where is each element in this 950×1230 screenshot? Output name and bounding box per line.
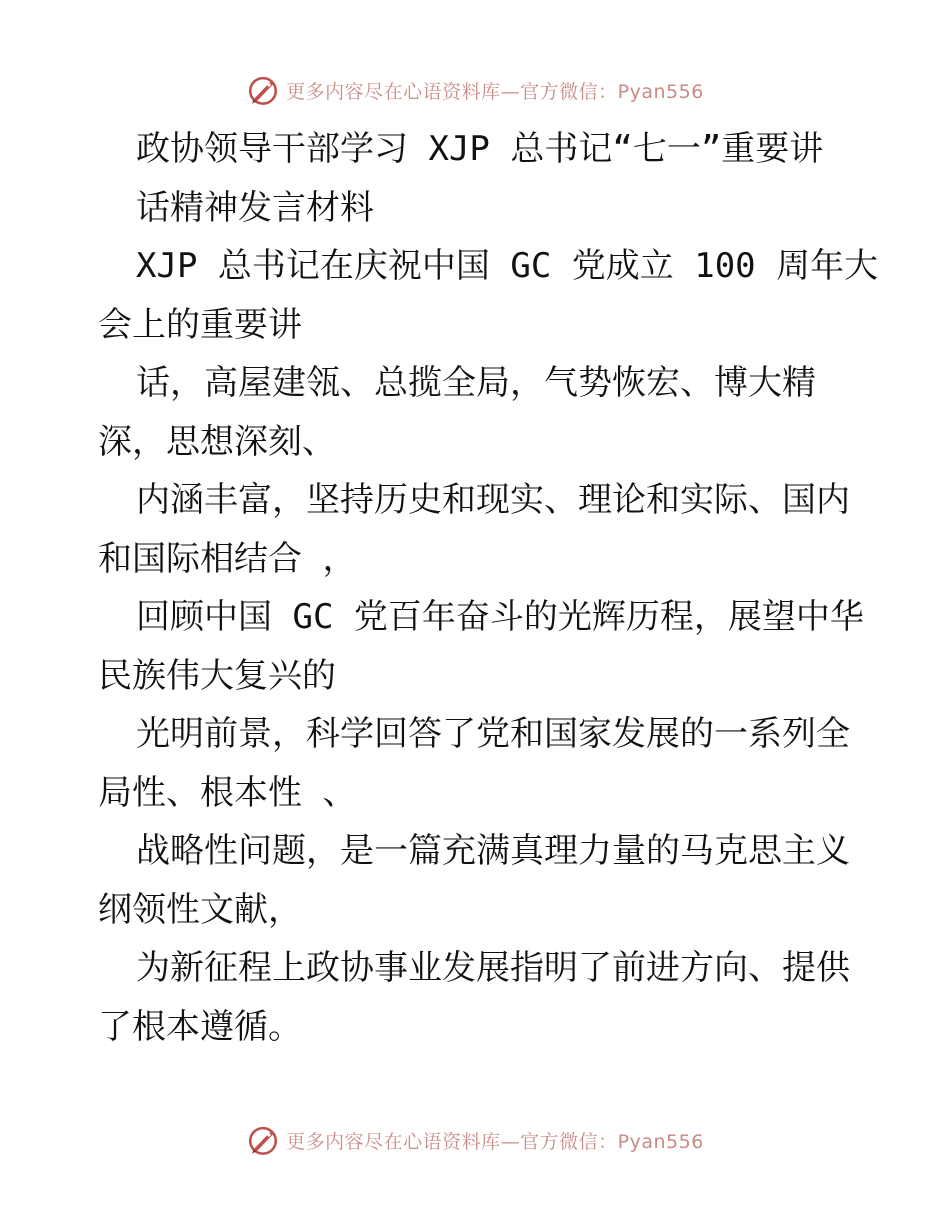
paragraph-line: 战略性问题，是一篇充满真理力量的马克思主义 <box>136 831 850 871</box>
paragraph-line: 光明前景，科学回答了党和国家发展的一系列全 <box>136 714 850 754</box>
paragraph-line: 会上的重要讲 <box>98 304 302 345</box>
footer-banner <box>0 1120 950 1160</box>
document-title-line-2: 话精神发言材料 <box>136 187 374 228</box>
paragraph-line: 深，思想深刻、 <box>98 421 336 462</box>
document-title-line-1: 政协领导干部学习 XJP 总书记“七一”重要讲 <box>136 129 824 169</box>
quill-pen-logo-icon <box>246 1123 280 1157</box>
paragraph-line: 回顾中国 GC 党百年奋斗的光辉历程，展望中华 <box>136 597 864 637</box>
header-banner-text: 更多内容尽在心语资料库—官方微信：Pyan556 <box>286 80 704 103</box>
paragraph-line: 纲领性文献， <box>98 889 302 930</box>
paragraph-line: XJP 总书记在庆祝中国 GC 党成立 100 周年大 <box>136 246 879 286</box>
paragraph-line: 局性、根本性 、 <box>98 772 357 813</box>
header-banner <box>0 70 950 110</box>
quill-pen-logo-icon <box>246 73 280 107</box>
paragraph-line: 话，高屋建瓴、总揽全局，气势恢宏、博大精 <box>136 363 816 403</box>
document-body <box>98 120 879 1056</box>
paragraph-line: 了根本遵循。 <box>98 1006 302 1047</box>
footer-banner-handle: Pyan556 <box>617 1130 704 1153</box>
header-banner-handle: Pyan556 <box>617 80 704 103</box>
footer-banner-text: 更多内容尽在心语资料库—官方微信：Pyan556 <box>286 1130 704 1153</box>
paragraph-line: 民族伟大复兴的 <box>98 655 336 696</box>
paragraph-line: 和国际相结合 ， <box>98 538 357 579</box>
paragraph-line: 为新征程上政协事业发展指明了前进方向、提供 <box>136 948 850 988</box>
paragraph-line: 内涵丰富，坚持历史和现实、理论和实际、国内 <box>136 480 850 520</box>
